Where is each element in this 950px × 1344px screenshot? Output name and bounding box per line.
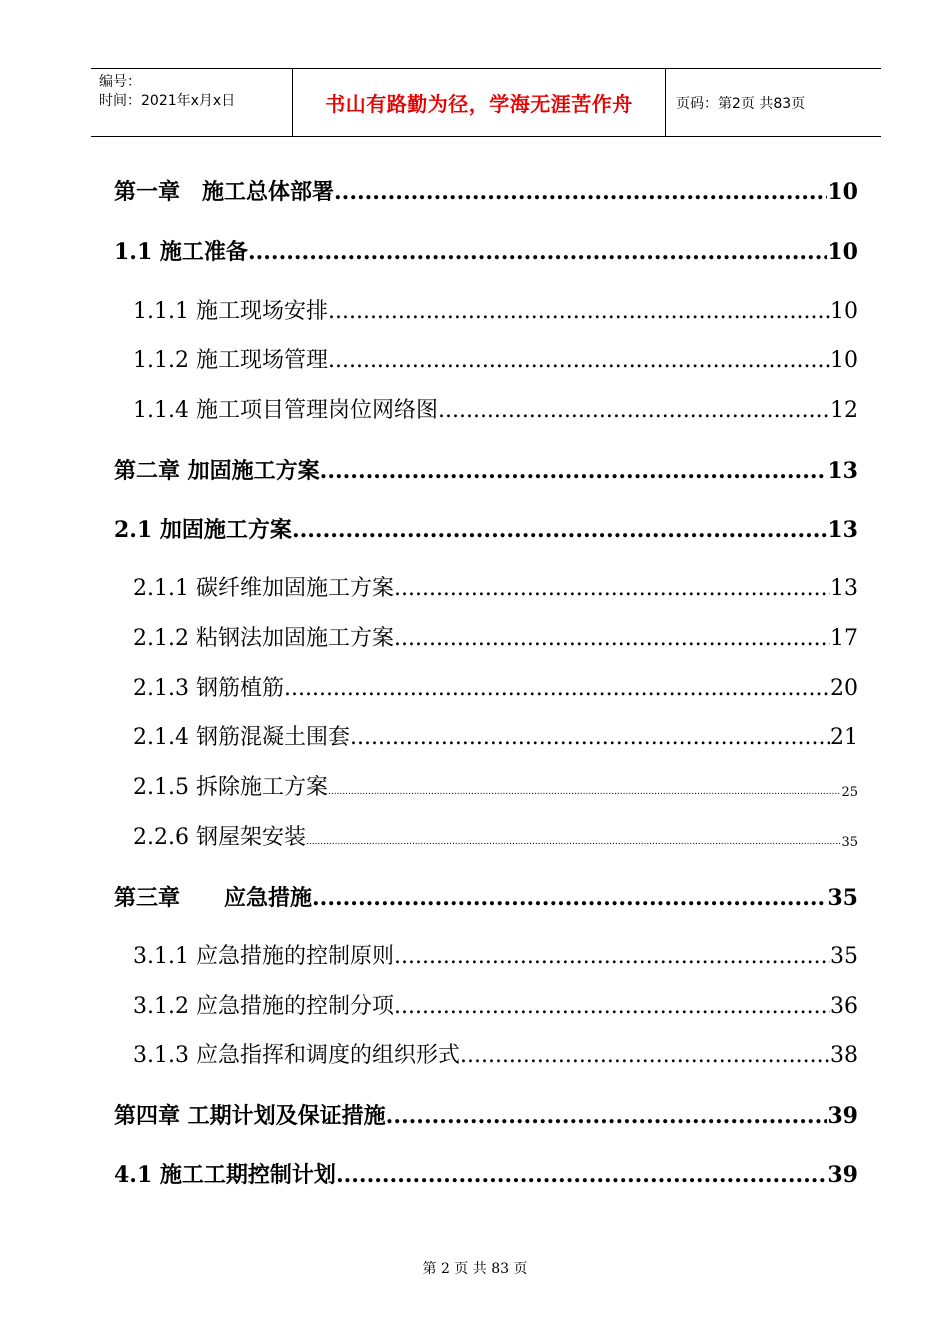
toc-entry[interactable] xyxy=(133,623,858,653)
toc-entry-page: 10 xyxy=(827,179,858,205)
toc-entry-title: 3.1.2 应急措施的控制分项 xyxy=(133,994,394,1019)
toc-leader xyxy=(336,1161,827,1189)
toc-entry-page: 39 xyxy=(827,1162,858,1188)
toc-entry-title: 第三章 应急措施 xyxy=(114,885,313,911)
toc-entry-title: 2.1.3 钢筋植筋 xyxy=(133,676,284,701)
toc-entry-page: 38 xyxy=(830,1043,858,1068)
toc-entry[interactable] xyxy=(133,395,858,425)
motto-text: 书山有路勤为径，学海无涯苦作舟 xyxy=(325,92,633,116)
toc-entry[interactable] xyxy=(114,882,858,912)
toc-entry-page: 10 xyxy=(827,239,858,265)
toc-entry-title: 第一章 施工总体部署 xyxy=(114,179,335,205)
toc-entry-page: 35 xyxy=(830,944,858,969)
toc-leader xyxy=(328,298,830,326)
toc-entry[interactable] xyxy=(133,673,858,703)
toc-entry[interactable] xyxy=(114,236,858,266)
toc-leader xyxy=(386,1102,828,1130)
toc-entry-title: 2.2.6 钢屋架安装 xyxy=(133,825,306,850)
toc-leader xyxy=(394,943,830,971)
toc-entry[interactable] xyxy=(133,722,858,752)
document-header xyxy=(91,68,881,137)
toc-entry-title: 3.1.1 应急措施的控制原则 xyxy=(133,944,394,969)
toc-entry[interactable] xyxy=(114,514,858,544)
toc-entry[interactable] xyxy=(114,455,858,485)
page-info: 页码：第2页 共83页 xyxy=(676,95,806,112)
toc-entry[interactable] xyxy=(133,941,858,971)
toc-entry-page: 13 xyxy=(830,576,858,601)
toc-entry[interactable] xyxy=(133,1040,858,1070)
toc-leader xyxy=(306,836,841,848)
toc-leader xyxy=(248,238,827,266)
toc-entry-page: 12 xyxy=(830,398,858,423)
toc-leader xyxy=(320,457,828,485)
toc-entry-page: 10 xyxy=(830,299,858,324)
toc-entry[interactable] xyxy=(114,1100,858,1130)
header-page-cell xyxy=(666,69,881,136)
toc-entry-title: 1.1.2 施工现场管理 xyxy=(133,348,328,373)
toc-leader xyxy=(328,786,841,798)
toc-entry-page: 21 xyxy=(830,725,858,750)
toc-entry-page: 25 xyxy=(841,785,858,800)
toc-entry-title: 4.1 施工工期控制计划 xyxy=(114,1162,336,1188)
header-meta-cell xyxy=(91,69,293,136)
toc-entry[interactable] xyxy=(133,991,858,1021)
toc-entry-title: 第二章 加固施工方案 xyxy=(114,458,320,484)
toc-leader xyxy=(334,178,827,206)
time-label: 时间：2021年x月x日 xyxy=(99,93,236,109)
toc-entry-page: 13 xyxy=(827,517,858,543)
toc-entry-title: 1.1.4 施工项目管理岗位网络图 xyxy=(133,398,438,423)
toc-entry[interactable] xyxy=(133,772,858,802)
toc-entry-title: 2.1.2 粘钢法加固施工方案 xyxy=(133,626,394,651)
toc-entry-page: 17 xyxy=(830,626,858,651)
toc-entry-title: 2.1.5 拆除施工方案 xyxy=(133,775,328,800)
toc-entry[interactable] xyxy=(133,296,858,326)
page-footer: 第 2 页 共 83 页 xyxy=(422,1261,528,1277)
toc-leader xyxy=(284,675,830,703)
toc-entry[interactable] xyxy=(133,573,858,603)
toc-entry-page: 39 xyxy=(827,1103,858,1129)
toc-entry-title: 2.1.1 碳纤维加固施工方案 xyxy=(133,576,394,601)
toc-leader xyxy=(394,625,830,653)
toc-entry-title: 2.1 加固施工方案 xyxy=(114,517,292,543)
toc-entry-title: 1.1 施工准备 xyxy=(114,239,248,265)
toc-entry-title: 第四章 工期计划及保证措施 xyxy=(114,1103,386,1129)
toc-entry-title: 1.1.1 施工现场安排 xyxy=(133,299,328,324)
toc-entry[interactable] xyxy=(133,822,858,852)
toc-leader xyxy=(328,347,830,375)
toc-leader xyxy=(394,993,830,1021)
toc-entry-page: 35 xyxy=(841,835,858,850)
toc-entry[interactable] xyxy=(133,345,858,375)
toc-leader xyxy=(350,724,830,752)
toc-entry[interactable] xyxy=(114,1159,858,1189)
toc-entry-page: 10 xyxy=(830,348,858,373)
toc-entry[interactable] xyxy=(114,176,858,206)
toc-leader xyxy=(394,575,830,603)
toc-entry-page: 36 xyxy=(830,994,858,1019)
toc-leader xyxy=(292,516,827,544)
toc-entry-page: 13 xyxy=(827,458,858,484)
toc-entry-page: 35 xyxy=(827,885,858,911)
toc-entry-title: 2.1.4 钢筋混凝土围套 xyxy=(133,725,350,750)
toc-entry-page: 20 xyxy=(830,676,858,701)
toc-leader xyxy=(438,397,830,425)
toc-leader xyxy=(312,884,827,912)
serial-number-label: 编号： xyxy=(99,74,141,90)
toc-leader xyxy=(460,1042,830,1070)
header-motto-cell xyxy=(293,69,666,136)
toc-entry-title: 3.1.3 应急指挥和调度的组织形式 xyxy=(133,1043,460,1068)
